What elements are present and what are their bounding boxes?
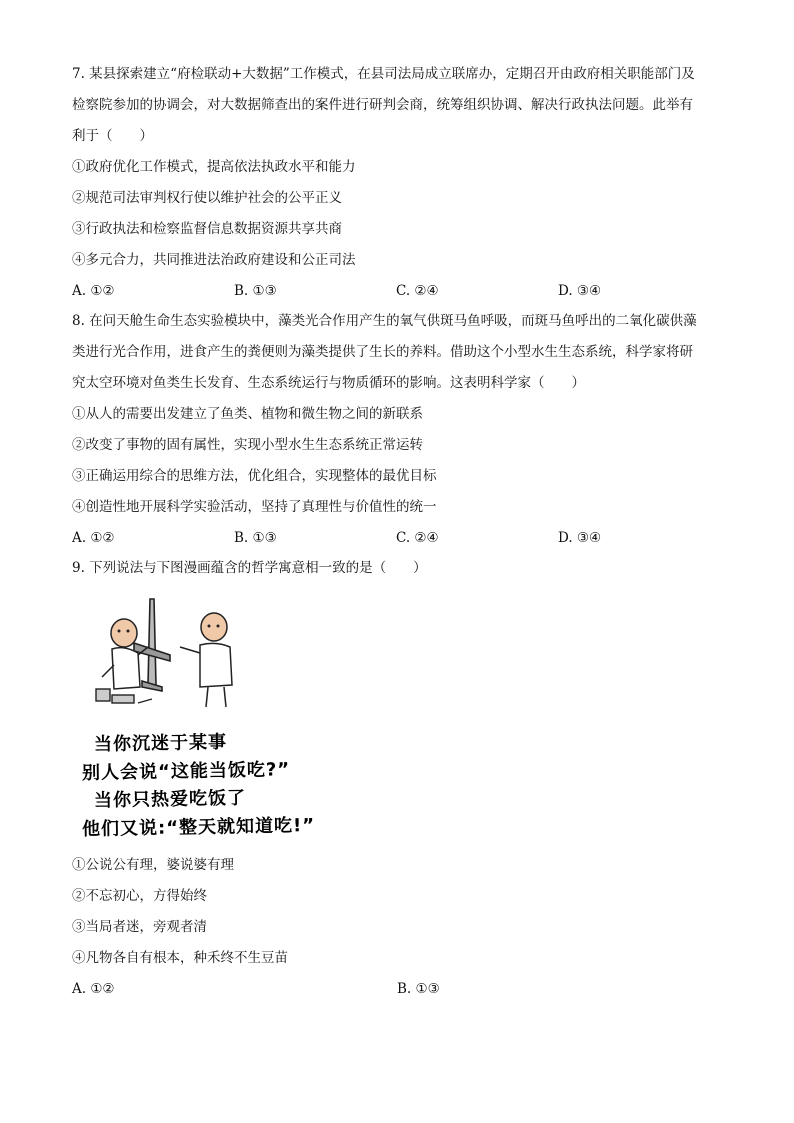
answer-choices xyxy=(72,979,732,1003)
cartoon-illustration xyxy=(82,595,342,845)
choice-b[interactable]: B. ①③ xyxy=(397,981,440,997)
choice-a[interactable]: A. ①② xyxy=(72,530,115,546)
stem-line: 9. 下列说法与下图漫画蕴含的哲学寓意相一致的是（ ） xyxy=(72,560,427,576)
choice-c[interactable]: C. ②④ xyxy=(396,530,439,546)
cartoon-caption-3: 当你只热爱吃饭了 xyxy=(93,787,247,812)
stem-line: 8. 在问天舱生命生态实验模块中，藻类光合作用产生的氧气供斑马鱼呼吸，而斑马鱼呼出的二氧化碳供藻 xyxy=(72,313,697,329)
choice-c[interactable]: C. ②④ xyxy=(396,283,439,299)
question-8-stem xyxy=(72,311,732,404)
stem-line: 检察院参加的协调会，对大数据筛查出的案件进行研判会商，统筹组织协调、解决行政执法问题。此举有 xyxy=(72,97,693,113)
option-4: ④多元合力，共同推进法治政府建设和公正司法 xyxy=(72,252,356,268)
cartoon-drawing xyxy=(82,595,262,715)
choice-d[interactable]: D. ③④ xyxy=(558,530,602,546)
option-2: ②规范司法审判权行使以维护社会的公平正义 xyxy=(72,190,342,206)
question-8 xyxy=(72,311,732,552)
choice-a[interactable]: A. ①② xyxy=(72,283,115,299)
option-3: ③行政执法和检察监督信息数据资源共享共商 xyxy=(72,221,342,237)
option-2: ②改变了事物的固有属性，实现小型水生生态系统正常运转 xyxy=(72,437,423,453)
option-1: ①政府优化工作模式，提高依法执政水平和能力 xyxy=(72,159,356,175)
stem-line: 究太空环境对鱼类生长发育、生态系统运行与物质循环的影响。这表明科学家（ ） xyxy=(72,375,585,391)
exam-page xyxy=(72,64,732,1009)
option-1: ①从人的需要出发建立了鱼类、植物和微生物之间的新联系 xyxy=(72,406,423,422)
option-3: ③当局者迷，旁观者清 xyxy=(72,919,207,935)
choice-b[interactable]: B. ①③ xyxy=(234,530,277,546)
option-3: ③正确运用综合的思维方法，优化组合，实现整体的最优目标 xyxy=(72,468,437,484)
stem-line: 7. 某县探索建立“府检联动+大数据”工作模式，在县司法局成立联席办，定期召开由政府相关职能部门及 xyxy=(72,66,695,82)
question-9-stem xyxy=(72,558,732,589)
option-1: ①公说公有理，婆说婆有理 xyxy=(72,857,234,873)
cartoon-caption-4: 他们又说:“整天就知道吃!” xyxy=(81,814,316,841)
choice-a[interactable]: A. ①② xyxy=(72,981,115,997)
question-7 xyxy=(72,64,732,305)
answer-choices xyxy=(72,281,732,305)
option-4: ④创造性地开展科学实验活动，坚持了真理性与价值性的统一 xyxy=(72,499,437,515)
option-4: ④凡物各自有根本，种禾终不生豆苗 xyxy=(72,950,288,966)
cartoon-caption-1: 当你沉迷于某事 xyxy=(93,731,228,756)
question-7-stem xyxy=(72,64,732,157)
choice-d[interactable]: D. ③④ xyxy=(558,283,602,299)
option-2: ②不忘初心，方得始终 xyxy=(72,888,207,904)
cartoon-caption-2: 别人会说“这能当饭吃?” xyxy=(81,759,291,784)
question-9 xyxy=(72,558,732,1003)
answer-choices xyxy=(72,528,732,552)
stem-line: 利于（ ） xyxy=(72,128,153,144)
stem-line: 类进行光合作用，进食产生的粪便则为藻类提供了生长的养料。借助这个小型水生生态系统，科学家将研 xyxy=(72,344,693,360)
choice-b[interactable]: B. ①③ xyxy=(234,283,277,299)
